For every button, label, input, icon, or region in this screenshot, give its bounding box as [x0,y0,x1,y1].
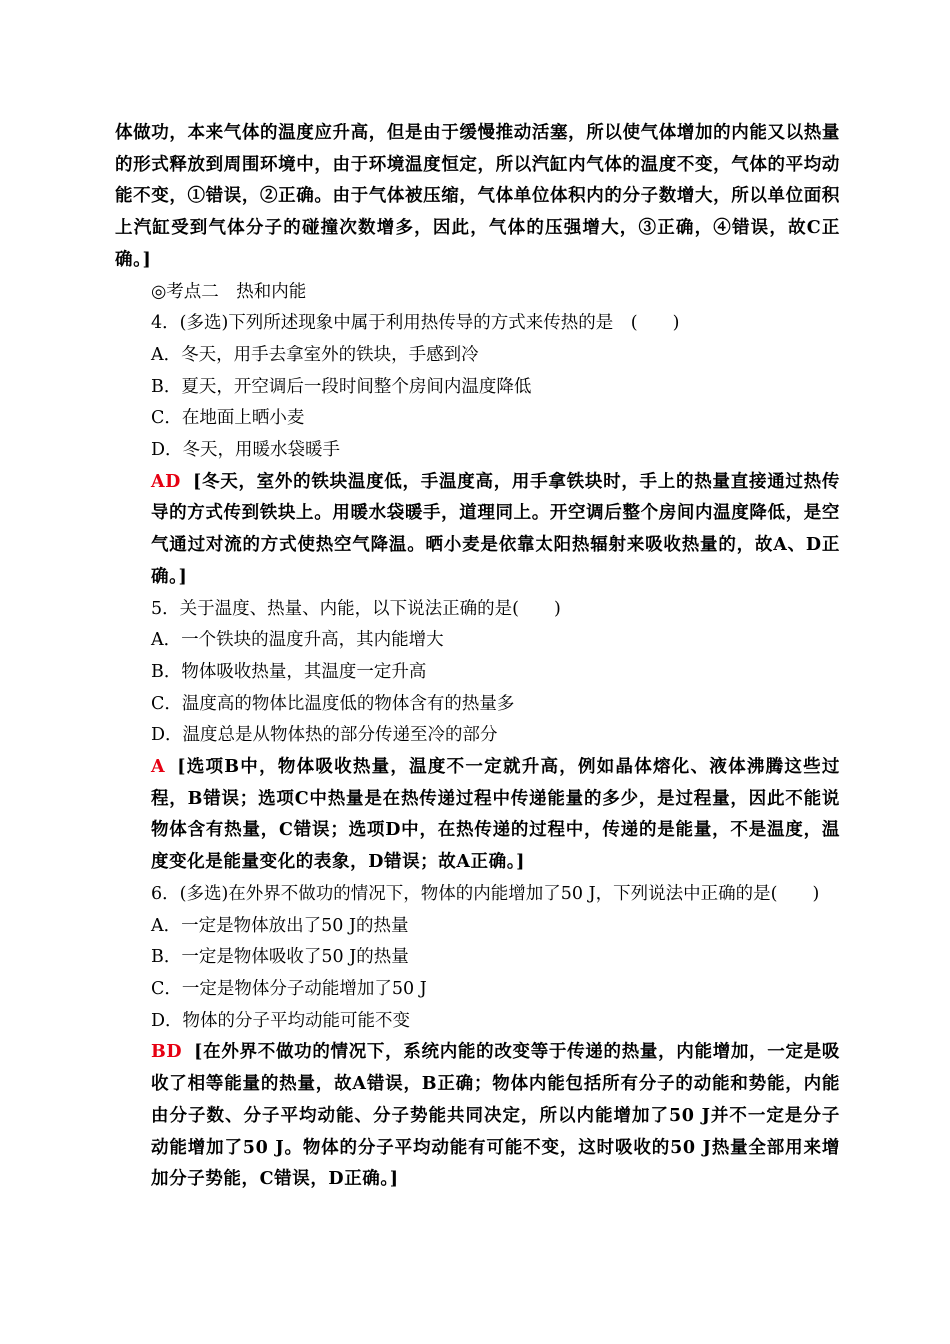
q6-option-b: B．一定是物体吸收了50 J的热量 [151,947,409,968]
q6-answer: BD [151,1042,183,1063]
q4-answer: AD [151,471,181,492]
q6-option-a: A．一定是物体放出了50 J的热量 [151,915,409,936]
q5-option-d: D．温度总是从物体热的部分传递至冷的部分 [151,725,498,746]
q6-stem: 6．(多选)在外界不做功的情况下，物体的内能增加了50 J，下列说法中正确的是( ) [151,883,820,904]
q5-option-b: B．物体吸收热量，其温度一定升高 [151,661,427,682]
q5-answer: A [151,757,166,778]
q5-stem: 5．关于温度、热量、内能，以下说法正确的是( ) [151,598,561,619]
q6-option-c: C．一定是物体分子动能增加了50 J [151,978,427,999]
q4-option-d: D．冬天，用暖水袋暖手 [151,440,341,461]
q5-explanation: [选项B中，物体吸收热量，温度不一定就升高，例如晶体熔化、液体沸腾这些过程，B错误；选项C中热量是在热传递过程中传递能量的多少，是过程量，因此不能说物体含有热量，C错误；选项D中，在热传递的过程中，传递的是能量，不是温度，温度变化是能量变化的表象，D错误；故A正确。] [151,757,840,873]
document-content [115,118,840,1196]
q4-answer-block [115,467,840,594]
q5-option-a: A．一个铁块的温度升高，其内能增大 [151,630,444,651]
q5-option-c: C．温度高的物体比温度低的物体含有的热量多 [151,693,515,714]
q4-explanation: [冬天，室外的铁块温度低，手温度高，用手拿铁块时，手上的热量直接通过热传导的方式传到铁块上。用暖水袋暖手，道理同上。开空调后整个房间内温度降低，是空气通过对流的方式使热空气降温。晒小麦是依靠太阳热辐射来吸收热量的，故A、D正确。] [151,471,840,587]
section-title: ◎考点二 热和内能 [151,281,307,302]
q6-explanation: [在外界不做功的情况下，系统内能的改变等于传递的热量，内能增加，一定是吸收了相等能量的热量，故A错误，B正确；物体内能包括所有分子的动能和势能，内能由分子数、分子平均动能、分子势能共同决定，所以内能增加了50 J并不一定是分子动能增加了50 J。物体的分子平均动能有可能不变，这时吸收的50 J热量全部用来增加分子势能，C错误，D正确。] [151,1042,840,1190]
q4-option-b: B．夏天，开空调后一段时间整个房间内温度降低 [151,376,532,397]
intro-explanation: 体做功，本来气体的温度应升高，但是由于缓慢推动活塞，所以使气体增加的内能又以热量的形式释放到周围环境中，由于环境温度恒定，所以汽缸内气体的温度不变，气体的平均动能不变，①错误，②正确。由于气体被压缩，气体单位体积内的分子数增大，所以单位面积上汽缸受到气体分子的碰撞次数增多，因此，气体的压强增大，③正确，④错误，故C正确。] [115,123,840,270]
q6-answer-block [115,1037,840,1196]
q6-option-d: D．物体的分子平均动能可能不变 [151,1010,411,1031]
q4-option-c: C．在地面上晒小麦 [151,408,305,429]
q4-stem: 4．(多选)下列所述现象中属于利用热传导的方式来传热的是 ( ) [151,313,680,334]
q5-answer-block [115,752,840,879]
q4-option-a: A．冬天，用手去拿室外的铁块，手感到冷 [151,344,479,365]
